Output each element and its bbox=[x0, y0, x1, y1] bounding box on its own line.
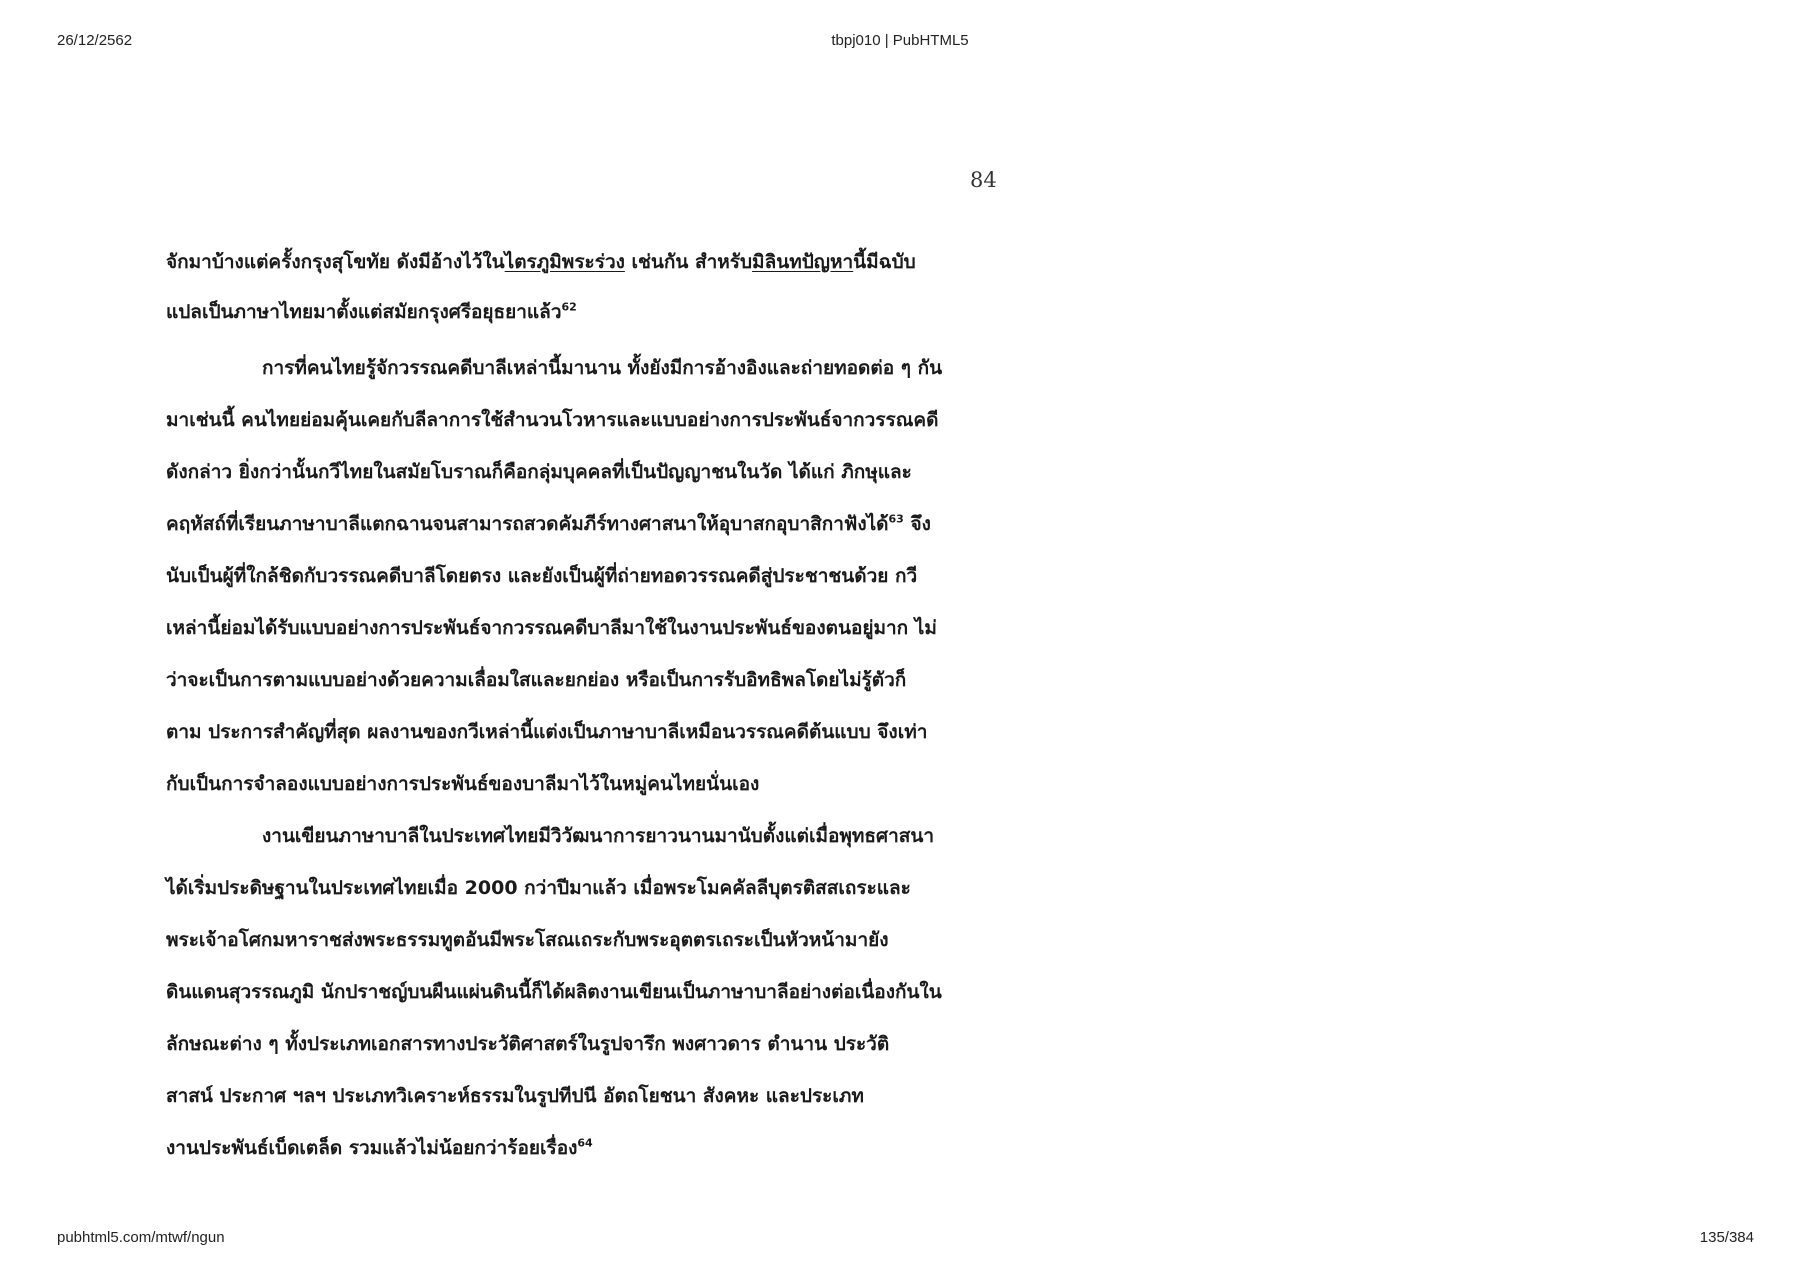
text-segment: ลักษณะต่าง ๆ ทั้งประเภทเอกสารทางประวัติศาสตร์ในรูปจารึก พงศาวดาร ตำนาน ประวัติ bbox=[166, 1033, 890, 1055]
text-line-10 bbox=[166, 720, 927, 744]
source-url: pubhtml5.com/mtwf/ngun bbox=[57, 1229, 225, 1246]
text-segment: นี้มีฉบับ bbox=[853, 251, 916, 273]
page-counter: 135/384 bbox=[1699, 1229, 1754, 1246]
footnote-ref: 62 bbox=[561, 300, 577, 314]
text-segment: ดินแดนสุวรรณภูมิ นักปราชญ์บนผืนแผ่นดินนี้ก็ได้ผลิตงานเขียนเป็นภาษาบาลีอย่างต่อเนื่องกันใน bbox=[166, 981, 942, 1003]
text-line-8 bbox=[166, 616, 937, 640]
text-line-5 bbox=[166, 460, 912, 484]
text-line-12 bbox=[262, 824, 934, 848]
text-line-1 bbox=[166, 250, 916, 274]
text-segment: ว่าจะเป็นการตามแบบอย่างด้วยความเลื่อมใสและยกย่อง หรือเป็นการรับอิทธิพลโดยไม่รู้ตัวก็ bbox=[166, 669, 907, 691]
text-segment: งานเขียนภาษาบาลีในประเทศไทยมีวิวัฒนาการยาวนานมานับตั้งแต่เมื่อพุทธศาสนา bbox=[262, 825, 935, 847]
text-segment: พระเจ้าอโศกมหาราชส่งพระธรรมทูตอันมีพระโสณเถระกับพระอุตตรเถระเป็นหัวหน้ามายัง bbox=[166, 929, 889, 951]
print-page-title: tbpj010 | PubHTML5 bbox=[831, 32, 969, 49]
text-segment: ดังกล่าว ยิ่งกว่านั้นกวีไทยในสมัยโบราณก็คือกลุ่มบุคคลที่เป็นปัญญาชนในวัด ได้แก่ ภิกษุและ bbox=[166, 461, 912, 483]
text-line-18 bbox=[166, 1136, 593, 1160]
print-date: 26/12/2562 bbox=[57, 32, 133, 49]
text-segment: เหล่านี้ย่อมได้รับแบบอย่างการประพันธ์จากวรรณคดีบาลีมาใช้ในงานประพันธ์ของตนอยู่มาก ไม่ bbox=[166, 617, 937, 639]
text-line-7 bbox=[166, 564, 917, 588]
text-line-2 bbox=[166, 300, 577, 324]
text-line-14 bbox=[166, 928, 889, 952]
text-segment: ตาม ประการสำคัญที่สุด ผลงานของกวีเหล่านี้แต่งเป็นภาษาบาลีเหมือนวรรณคดีต้นแบบ จึงเท่า bbox=[166, 721, 928, 743]
text-line-11 bbox=[166, 772, 759, 796]
text-segment: จึง bbox=[903, 513, 931, 535]
underlined-title-milinda: มิลินทปัญหา bbox=[752, 251, 854, 273]
text-segment: แปลเป็นภาษาไทยมาตั้งแต่สมัยกรุงศรีอยุธยาแล้ว bbox=[166, 301, 562, 323]
text-segment: การที่คนไทยรู้จักวรรณคดีบาลีเหล่านี้มานาน ทั้งยังมีการอ้างอิงและถ่ายทอดต่อ ๆ กัน bbox=[262, 357, 943, 379]
text-line-13 bbox=[166, 876, 911, 900]
text-line-17 bbox=[166, 1084, 864, 1108]
text-segment: ได้เริ่มประดิษฐานในประเทศไทยเมื่อ 2000 กว่าปีมาแล้ว เมื่อพระโมคคัลลีบุตรติสสเถระและ bbox=[166, 877, 911, 899]
text-segment: งานประพันธ์เบ็ดเตล็ด รวมแล้วไม่น้อยกว่าร้อยเรื่อง bbox=[166, 1137, 578, 1159]
scanned-page bbox=[150, 140, 1030, 1200]
text-segment: สาสน์ ประกาศ ฯลฯ ประเภทวิเคราะห์ธรรมในรูปทีปนี อัตถโยชนา สังคหะ และประเภท bbox=[166, 1085, 864, 1107]
footnote-ref: 64 bbox=[577, 1136, 593, 1150]
text-segment: เช่นกัน สำหรับ bbox=[624, 251, 753, 273]
text-segment: กับเป็นการจำลองแบบอย่างการประพันธ์ของบาลีมาไว้ในหมู่คนไทยนั่นเอง bbox=[166, 773, 760, 795]
underlined-title-traiphum: ไตรภูมิพระร่วง bbox=[504, 251, 625, 273]
text-line-4 bbox=[166, 408, 938, 432]
page-number: 84 bbox=[970, 168, 997, 192]
text-line-16 bbox=[166, 1032, 889, 1056]
text-segment: คฤหัสถ์ที่เรียนภาษาบาลีแตกฉานจนสามารถสวดคัมภีร์ทางศาสนาให้อุบาสกอุบาสิกาฟังได้ bbox=[166, 513, 889, 535]
footnote-ref: 63 bbox=[888, 512, 904, 526]
text-segment: มาเช่นนี้ คนไทยย่อมคุ้นเคยกับลีลาการใช้สำนวนโวหารและแบบอย่างการประพันธ์จากวรรณคดี bbox=[166, 409, 939, 431]
text-line-9 bbox=[166, 668, 906, 692]
text-segment: นับเป็นผู้ที่ใกล้ชิดกับวรรณคดีบาลีโดยตรง และยังเป็นผู้ที่ถ่ายทอดวรรณคดีสู่ประชาชนด้วย กวี bbox=[166, 565, 918, 587]
text-line-6 bbox=[166, 512, 931, 536]
text-line-3 bbox=[262, 356, 942, 380]
text-segment: จักมาบ้างแต่ครั้งกรุงสุโขทัย ดังมีอ้างไว้ใน bbox=[166, 251, 505, 273]
text-line-15 bbox=[166, 980, 942, 1004]
